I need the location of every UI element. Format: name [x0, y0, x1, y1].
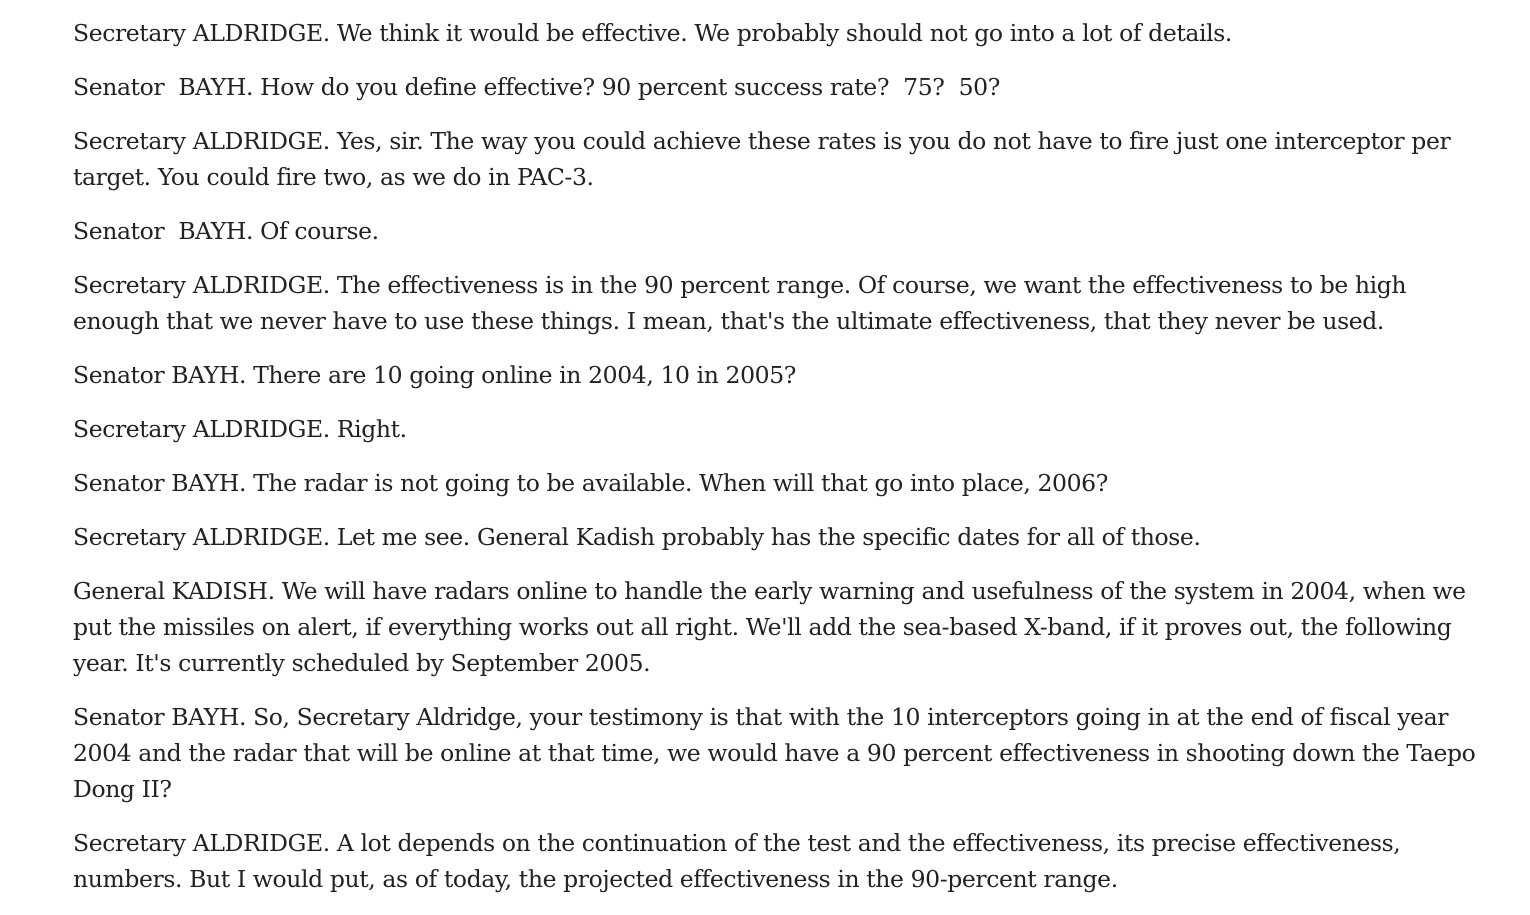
transcript-paragraph: Secretary ALDRIDGE. We think it would be effective. We probably should not go into a lot of details. [73, 19, 1232, 47]
transcript-paragraph: Senator BAYH. There are 10 going online in 2004, 10 in 2005? [73, 361, 796, 389]
transcript-paragraph: Senator BAYH. Of course. [73, 217, 379, 245]
transcript-paragraph: Secretary ALDRIDGE. A lot depends on the continuation of the test and the effectiveness, its precise effectiveness, numbers. But I would put, as of today, the projected effectiveness in the 90-percent range. [73, 829, 1408, 893]
transcript-paragraph: Senator BAYH. How do you define effective? 90 percent success rate? 75? 50? [73, 73, 1000, 101]
transcript-paragraph: Senator BAYH. So, Secretary Aldridge, your testimony is that with the 10 interceptors going in at the end of fiscal year 2004 and the radar that will be online at that time, we would have a 90 percent effectiveness in shooting down the Taepo Dong II? [73, 703, 1483, 803]
transcript-paragraph: Secretary ALDRIDGE. Right. [73, 415, 407, 443]
transcript-paragraph: Secretary ALDRIDGE. Yes, sir. The way you could achieve these rates is you do not have to fire just one interceptor per target. You could fire two, as we do in PAC-3. [73, 127, 1458, 191]
transcript-paragraph: Secretary ALDRIDGE. Let me see. General Kadish probably has the specific dates for all of those. [73, 523, 1201, 551]
transcript-paragraph: Secretary ALDRIDGE. The effectiveness is in the 90 percent range. Of course, we want the effectiveness to be high enough that we never have to use these things. I mean, that's the ultimate effectiveness, that they never be used. [73, 271, 1414, 335]
transcript-paragraph: General KADISH. We will have radars online to handle the early warning and usefulness of the system in 2004, when we put the missiles on alert, if everything works out all right. We'll add the sea-based X-band, if it proves out, the following year. It's currently scheduled by September 2005. [73, 577, 1473, 677]
transcript-paragraph: Senator BAYH. The radar is not going to be available. When will that go into place, 2006? [73, 469, 1108, 497]
hearing-transcript [73, 15, 1493, 915]
